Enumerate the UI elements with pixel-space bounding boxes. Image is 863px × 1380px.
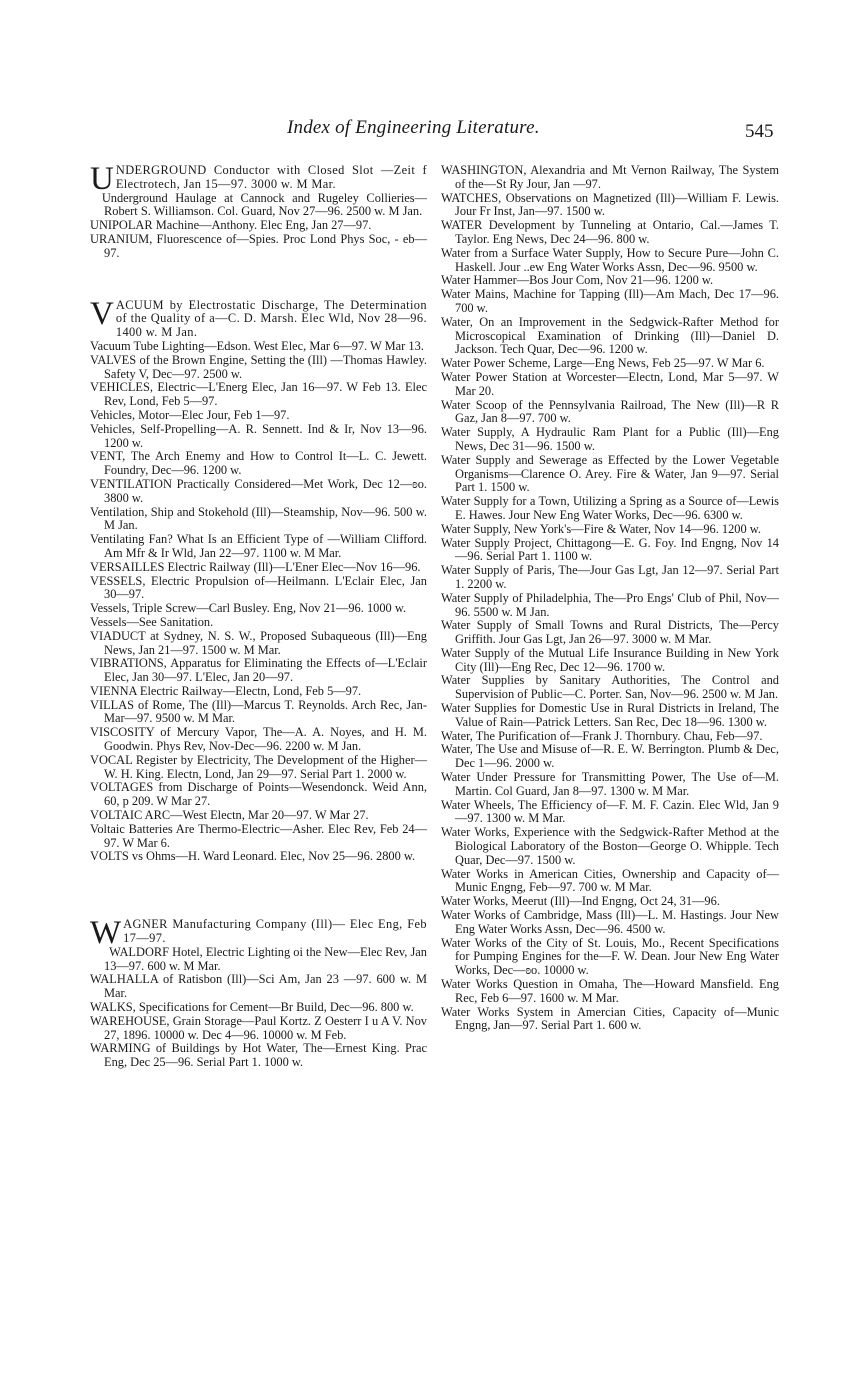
index-entry: Vehicles, Self-Propelling—A. R. Sennett. Ind & Ir, Nov 13—96. 1200 w.: [90, 421, 427, 450]
index-entry: VOLTS vs Ohms—H. Ward Leonard. Elec, Nov 25—96. 2800 w.: [90, 849, 416, 864]
index-entry: VIADUCT at Sydney, N. S. W., Proposed Subaqueous (Ill)—Eng News, Jan 21—97. 1500 w. M Mar.: [90, 628, 427, 657]
index-entry: Water Supply of the Mutual Life Insurance Building in New York City (Ill)—Eng Rec, Dec 12—96. 1700 w.: [441, 645, 779, 674]
right-column: [441, 164, 779, 1033]
index-entry: Water Under Pressure for Transmitting Power, The Use of—M. Martin. Col Guard, Jan 8—97. 1300 w. M Mar.: [441, 770, 779, 798]
index-entry: Water Works in American Cities, Ownership and Capacity of—Munic Engng, Feb—97. 700 w. M Mar.: [441, 866, 779, 895]
index-entry: VIENNA Electric Railway—Electn, Lond, Feb 5—97.: [90, 683, 362, 698]
index-entry: Water Supply, A Hydraulic Ram Plant for a Public (Ill)—Eng News, Dec 31—96. 1500 w.: [441, 425, 779, 453]
index-entry: WAREHOUSE, Grain Storage—Paul Kortz. Z Oesterr I u A V. Nov 27, 1896. 10000 w. Dec 4—96. 10000 w. M Feb.: [90, 1013, 427, 1042]
index-entry-lead: [90, 295, 427, 340]
index-entry: Water Works of the City of St. Louis, Mo., Recent Specifications for Pumping Engines for the—F. W. Dean. Jour New Eng Water Works, Dec—ʚo. 10000 w.: [441, 935, 779, 978]
drop-capital: V: [90, 295, 114, 332]
drop-capital: U: [90, 161, 114, 197]
index-entry: WASHINGTON, Alexandria and Mt Vernon Railway, The System of the—St Ry Jour, Jan —97.: [441, 163, 779, 191]
index-entry: VOLTAGES from Discharge of Points—Wesendonck. Weid Ann, 60, p 209. W Mar 27.: [90, 780, 427, 809]
index-entry: Water Works of Cambridge, Mass (Ill)—L. M. Hastings. Jour New Eng Water Works Assn, Dec—96. 4500 w.: [441, 908, 779, 936]
index-entry: Vessels—See Sanitation.: [90, 614, 214, 629]
index-entry: Water Power Station at Worcester—Electn, Lond, Mar 5—97. W Mar 20.: [441, 369, 779, 398]
index-entry: Water Supply Project, Chittagong—E. G. Foy. Ind Engng, Nov 14—96. Serial Part 1. 1100 w.: [441, 535, 779, 564]
index-entry: Water Supply of Philadelphia, The—Pro Engs' Club of Phil, Nov—96. 5500 w. M Jan.: [441, 590, 779, 619]
index-entry: Water Supply of Paris, The—Jour Gas Lgt, Jan 12—97. Serial Part 1. 2200 w.: [441, 563, 779, 591]
index-entry: VILLAS of Rome, The (Ill)—Marcus T. Reynolds. Arch Rec, Jan-Mar—97. 9500 w. M Mar.: [90, 697, 427, 726]
index-entry: Vehicles, Motor—Elec Jour, Feb 1—97.: [90, 407, 290, 422]
index-entry: VOLTAIC ARC—West Electn, Mar 20—97. W Mar 27.: [90, 808, 369, 823]
index-entry: VENT, The Arch Enemy and How to Control It—L. C. Jewett. Foundry, Dec—96. 1200 w.: [90, 449, 427, 478]
index-entry: WATCHES, Observations on Magnetized (Ill)—William F. Lewis. Jour Fr Inst, Jan—97. 1500 w.: [441, 190, 779, 219]
index-entry: Water Supply of Small Towns and Rural Districts, The—Percy Griffith. Jour Gas Lgt, Jan 26—97. 3000 w. M Mar.: [441, 618, 779, 647]
index-entry: VIBRATIONS, Apparatus for Eliminating the Effects of—L'Eclair Elec, Jan 30—97. L'Elec, Jan 20—97.: [90, 656, 427, 685]
index-entry: Water from a Surface Water Supply, How to Secure Pure—John C. Haskell. Jour ..ew Eng Water Works Assn, Dec—96. 9500 w.: [441, 245, 779, 274]
index-entry: VERSAILLES Electric Railway (Ill)—L'Ener Elec—Nov 16—96.: [90, 559, 421, 574]
index-entry: URANIUM, Fluorescence of—Spies. Proc Lond Phys Soc, - eb—97.: [90, 231, 427, 260]
index-entry: Vacuum Tube Lighting—Edson. West Elec, Mar 6—97. W Mar 13.: [90, 338, 424, 353]
index-entry: Water Scoop of the Pennsylvania Railroad, The New (Ill)—R R Gaz, Jan 8—97. 700 w.: [441, 397, 779, 426]
index-entry: Ventilation, Ship and Stokehold (Ill)—Steamship, Nov—96. 500 w. M Jan.: [90, 504, 427, 533]
index-entry: Water Works, Experience with the Sedgwick-Rafter Method at the Biological Laboratory of the Boston—George O. Whipple. Tech Quar, Dec—97. 1500 w.: [441, 825, 779, 867]
index-entry: Water Supply, New York's—Fire & Water, Nov 14—96. 1200 w.: [441, 521, 762, 536]
index-entry: WATER Development by Tunneling at Ontario, Cal.—James T. Taylor. Eng News, Dec 24—96. 800 w.: [441, 218, 779, 246]
index-section-w: [90, 915, 427, 1070]
index-entry: UNIPOLAR Machine—Anthony. Elec Eng, Jan 27—97.: [90, 218, 372, 233]
index-entry: Water, On an Improvement in the Sedgwick-Rafter Method for Microscopical Examination of Drinking (Ill)—Daniel D. Jackson. Tech Quar, Dec—96. 1200 w.: [441, 314, 779, 357]
index-entry: Ventilating Fan? What Is an Efficient Type of —William Clifford. Am Mfr & Ir Wld, Jan 22—97. 1100 w. M Mar.: [90, 532, 427, 560]
index-entry: Voltaic Batteries Are Thermo-Electric—Asher. Elec Rev, Feb 24—97. W Mar 6.: [90, 821, 427, 850]
index-entry: Water Supply for a Town, Utilizing a Spring as a Source of—Lewis E. Hawes. Jour New Eng Water Works, Dec—96. 6300 w.: [441, 494, 779, 522]
drop-capital: W: [90, 915, 122, 952]
left-column: [90, 161, 427, 1070]
index-entry: Water Wheels, The Efficiency of—F. M. F. Cazin. Elec Wld, Jan 9—97. 1300 w. M Mar.: [441, 797, 779, 826]
index-entry: Water, The Use and Misuse of—R. E. W. Berrington. Plumb & Dec, Dec 1—96. 2000 w.: [441, 742, 779, 771]
index-entry: Water Supplies by Sanitary Authorities, The Control and Supervision of Public—C. Porter. San, Nov—96. 2500 w. M Jan.: [441, 673, 779, 702]
index-section-u: [90, 161, 427, 261]
running-title: Index of Engineering Literature.: [287, 117, 540, 138]
lead-entry-text: ACUUM by Electrostatic Discharge, The Determination of the Quality of a—C. D. Marsh. Elec Wld, Nov 28—96. 1400 w. M Jan.: [115, 297, 427, 340]
index-entry: Water Works Question in Omaha, The—Howard Mansfield. Eng Rec, Feb 6—97. 1600 w. M Mar.: [441, 977, 779, 1005]
index-entry: WARMING of Buildings by Hot Water, The—Ernest King. Prac Eng, Dec 25—96. Serial Part 1. 1000 w.: [90, 1041, 427, 1070]
index-entry: VOCAL Register by Electricity, The Development of the Higher—W. H. King. Electn, Lond, Jan 29—97. Serial Part 1. 2000 w.: [90, 752, 427, 781]
index-section-v: [90, 295, 427, 865]
index-entry: VALVES of the Brown Engine, Setting the (Ill) —Thomas Hawley. Safety V, Dec—97. 2500 w.: [90, 352, 427, 381]
index-entry-lead: [90, 915, 427, 952]
index-entry: Water Power Scheme, Large—Eng News, Feb 25—97. W Mar 6.: [441, 356, 765, 371]
index-entry: Water Supply and Sewerage as Effected by the Lower Vegetable Organisms—Clarence O. Arey. Fire & Water, Jan 9—97. Serial Part 1. 1500 w.: [441, 452, 779, 495]
index-entry: Water, The Purification of—Frank J. Thornbury. Chau, Feb—97.: [441, 728, 763, 743]
index-entry: Water Works, Meerut (Ill)—Ind Engng, Oct 24, 31—96.: [441, 894, 720, 909]
index-entry: Water Works System in Amercian Cities, Capacity of—Munic Engng, Jan—97. Serial Part 1. 600 w.: [441, 1004, 779, 1033]
index-entry: Water Supplies for Domestic Use in Rural Districts in Ireland, The Value of Rain—Patrick Letters. San Rec, Dec 18—96. 1300 w.: [441, 701, 779, 729]
index-entry: Water Mains, Machine for Tapping (Ill)—Am Mach, Dec 17—96. 700 w.: [441, 287, 779, 315]
page-number: 545: [745, 121, 774, 142]
lead-entry-text: AGNER Manufacturing Company (Ill)— Elec Eng, Feb 17—97.: [123, 917, 427, 946]
index-entry: WALDORF Hotel, Electric Lighting oi the New—Elec Rev, Jan 13—97. 600 w. M Mar.: [104, 944, 427, 973]
index-entry: Water Hammer—Bos Jour Com, Nov 21—96. 1200 w.: [441, 273, 714, 288]
lead-entry-text: NDERGROUND Conductor with Closed Slot —Zeit f Electrotech, Jan 15—97. 3000 w. M Mar.: [115, 163, 427, 191]
index-entry: WALKS, Specifications for Cement—Br Build, Dec—96. 800 w.: [90, 1000, 414, 1015]
index-entry: VISCOSITY of Mercury Vapor, The—A. A. Noyes, and H. M. Goodwin. Phys Rev, Nov-Dec—96. 2200 w. M Jan.: [90, 725, 427, 754]
index-entry: Vessels, Triple Screw—Carl Busley. Eng, Nov 21—96. 1000 w.: [90, 601, 407, 616]
index-entry: VENTILATION Practically Considered—Met Work, Dec 12—ʚo. 3800 w.: [90, 476, 427, 505]
index-entry: VEHICLES, Electric—L'Energ Elec, Jan 16—97. W Feb 13. Elec Rev, Lond, Feb 5—97.: [90, 380, 427, 409]
index-entry: Underground Haulage at Cannock and Rugeley Collieries—Robert S. Williamson. Col. Guard, Nov 27—96. 2500 w. M Jan.: [101, 190, 427, 219]
index-entry-lead: [90, 161, 427, 197]
index-entry: WALHALLA of Ratisbon (Ill)—Sci Am, Jan 23 —97. 600 w. M Mar.: [90, 972, 427, 1001]
index-entry: VESSELS, Electric Propulsion of—Heilmann. L'Eclair Elec, Jan 30—97.: [90, 573, 427, 602]
